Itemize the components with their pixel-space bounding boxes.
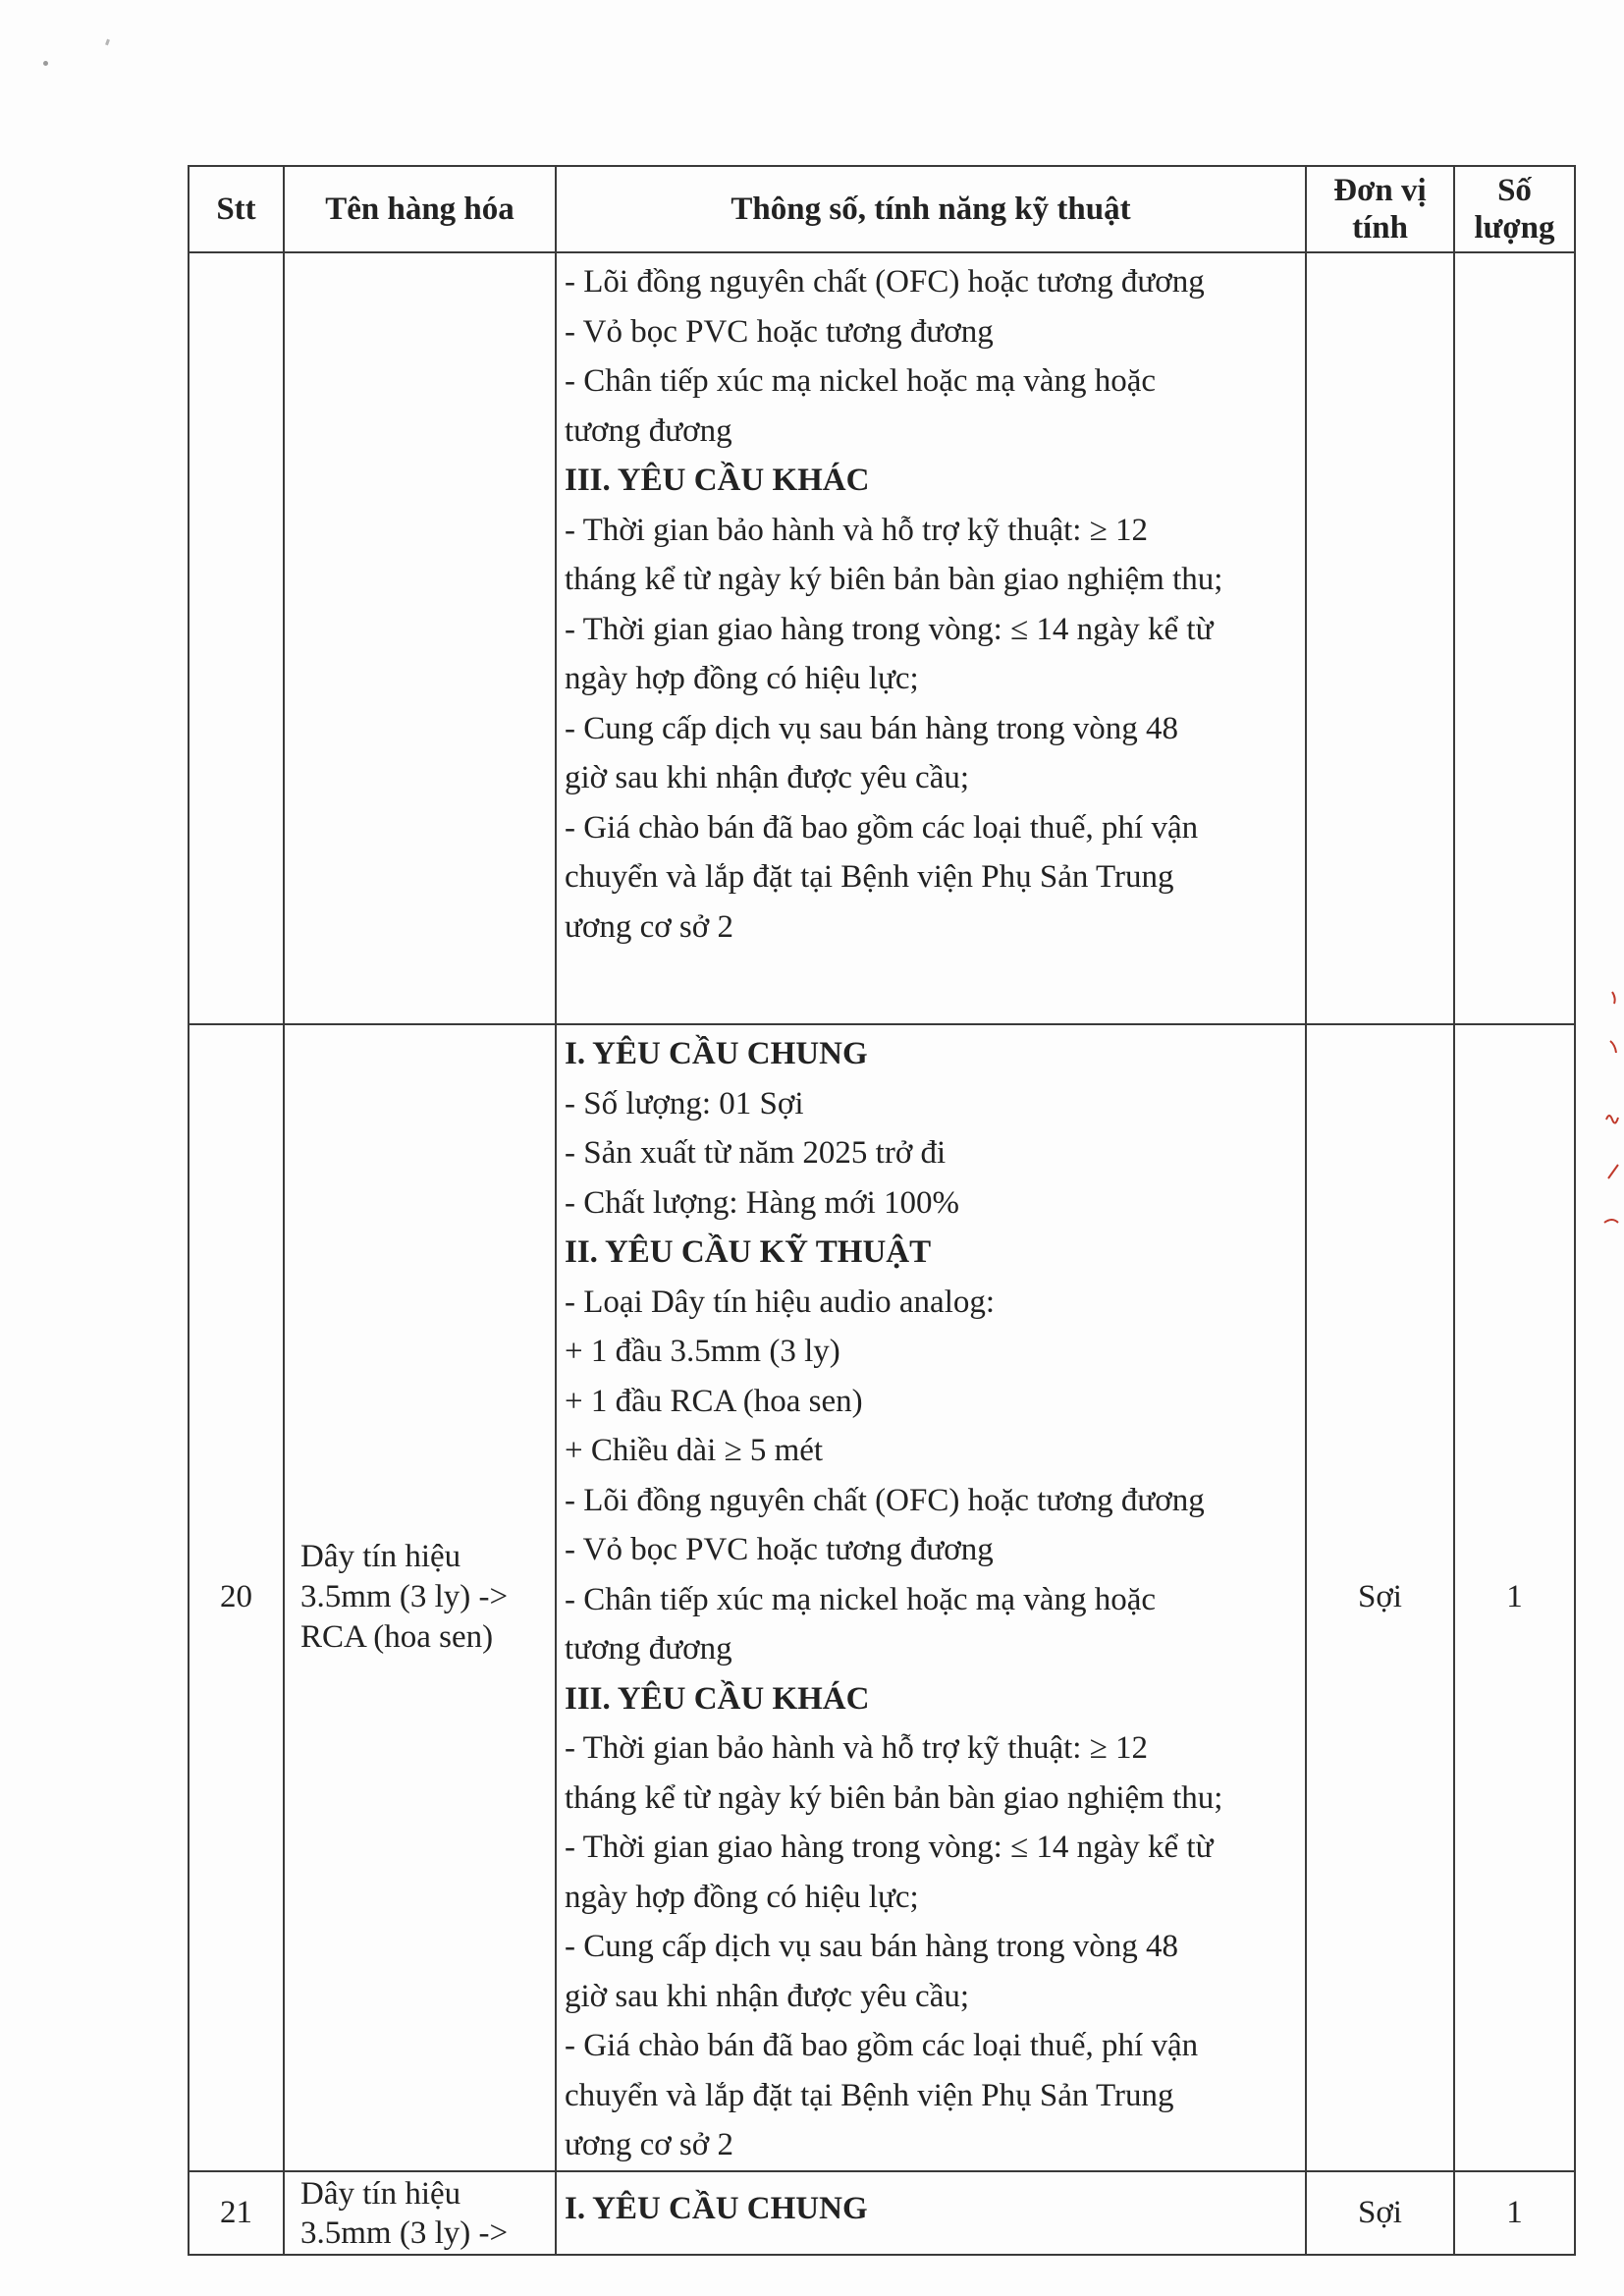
spec-line: tương đương [565, 1631, 732, 1667]
cell-spec [556, 1024, 1306, 2171]
spec-line: - Giá chào bán đã bao gồm các loại thuế, phí vận [565, 809, 1199, 846]
spec-line: - Chân tiếp xúc mạ nickel hoặc mạ vàng hoặc [565, 1581, 1157, 1617]
header-spec: Thông số, tính năng kỹ thuật [556, 166, 1306, 252]
spec-line: chuyển và lắp đặt tại Bệnh viện Phụ Sản Trung [565, 859, 1174, 895]
spec-line: tháng kể từ ngày ký biên bản bàn giao nghiệm thu; [565, 562, 1223, 597]
header-name: Tên hàng hóa [284, 166, 556, 252]
spec-line: - Số lượng: 01 Sợi [565, 1085, 804, 1121]
cell-stt: 21 [189, 2171, 284, 2255]
cell-unit [1306, 252, 1454, 1024]
header-row [189, 166, 1575, 252]
spec-line: ương cơ sở 2 [565, 908, 733, 945]
spec-line: giờ sau khi nhận được yêu cầu; [565, 1978, 970, 2014]
cell-item-name [284, 1024, 556, 2171]
spec-line: - Cung cấp dịch vụ sau bán hàng trong vòng 48 [565, 1929, 1179, 1964]
header-qty [1454, 166, 1575, 252]
red-ink-marks [1595, 982, 1624, 1257]
scan-speck [43, 61, 48, 66]
item-name-line: RCA (hoa sen) [300, 1619, 494, 1656]
item-name-line: Dây tín hiệu [300, 1539, 461, 1575]
spec-line: - Thời gian bảo hành và hỗ trợ kỹ thuật: ≥ 12 [565, 1730, 1149, 1766]
spec-line: - Vỏ bọc PVC hoặc tương đương [565, 313, 994, 350]
spec-line: - Chân tiếp xúc mạ nickel hoặc mạ vàng hoặc [565, 363, 1157, 399]
spec-line: - Vỏ bọc PVC hoặc tương đương [565, 1532, 994, 1567]
spec-line: - Giá chào bán đã bao gồm các loại thuế, phí vận [565, 2028, 1199, 2063]
cell-unit: Sợi [1306, 2171, 1454, 2255]
cell-item-name [284, 2171, 556, 2255]
cell-spec [556, 252, 1306, 1024]
header-unit [1306, 166, 1454, 252]
spec-line: + 1 đầu 3.5mm (3 ly) [565, 1334, 840, 1369]
spec-line: giờ sau khi nhận được yêu cầu; [565, 760, 970, 795]
spec-line: ương cơ sở 2 [565, 2127, 733, 2162]
item-name-line: 3.5mm (3 ly) -> [300, 2214, 509, 2251]
header-qty-line: Số [1497, 173, 1532, 208]
spec-section-heading: III. YÊU CẦU KHÁC [565, 1680, 870, 1717]
spec-line: - Sản xuất từ năm 2025 trở đi [565, 1135, 947, 1171]
cell-qty: 1 [1454, 2171, 1575, 2255]
spec-line: chuyển và lắp đặt tại Bệnh viện Phụ Sản Trung [565, 2077, 1174, 2113]
cell-qty: 1 [1454, 1024, 1575, 2171]
spec-section-heading: III. YÊU CẦU KHÁC [565, 463, 870, 498]
spec-line: - Thời gian giao hàng trong vòng: ≤ 14 ngày kể từ [565, 1830, 1214, 1865]
cell-spec [556, 2171, 1306, 2255]
table-row [189, 1024, 1575, 2171]
cell-qty [1454, 252, 1575, 1024]
header-qty-line: lượng [1474, 210, 1555, 246]
spec-line: - Thời gian giao hàng trong vòng: ≤ 14 ngày kể từ [565, 611, 1214, 647]
spec-line: + Chiều dài ≥ 5 mét [565, 1433, 824, 1468]
spec-line: - Chất lượng: Hàng mới 100% [565, 1184, 959, 1221]
spec-line: - Lõi đồng nguyên chất (OFC) hoặc tương đương [565, 1482, 1205, 1518]
spec-line: - Thời gian bảo hành và hỗ trợ kỹ thuật: ≥ 12 [565, 512, 1149, 548]
header-unit-line: tính [1352, 210, 1408, 246]
header-unit-line: Đơn vị [1333, 173, 1427, 208]
spec-table [188, 165, 1576, 2256]
spec-section-heading: I. YÊU CẦU CHUNG [565, 1036, 868, 1071]
spec-line: tháng kể từ ngày ký biên bản bàn giao nghiệm thu; [565, 1779, 1223, 1816]
spec-line: - Lõi đồng nguyên chất (OFC) hoặc tương đương [565, 264, 1205, 300]
item-name-line: 3.5mm (3 ly) -> [300, 1579, 509, 1615]
spec-line: tương đương [565, 412, 732, 449]
item-name-line: Dây tín hiệu [300, 2175, 461, 2212]
spec-section-heading: I. YÊU CẦU CHUNG [565, 2190, 868, 2226]
header-stt: Stt [189, 166, 284, 252]
table-row [189, 252, 1575, 1024]
table-row [189, 2171, 1575, 2255]
spec-line: - Loại Dây tín hiệu audio analog: [565, 1284, 996, 1320]
spec-line: ngày hợp đồng có hiệu lực; [565, 661, 919, 696]
cell-stt [189, 252, 284, 1024]
spec-section-heading: II. YÊU CẦU KỸ THUẬT [565, 1234, 932, 1270]
cell-item-name [284, 252, 556, 1024]
cell-stt: 20 [189, 1024, 284, 2171]
spec-line: + 1 đầu RCA (hoa sen) [565, 1383, 863, 1419]
spec-line: ngày hợp đồng có hiệu lực; [565, 1879, 919, 1915]
cell-unit: Sợi [1306, 1024, 1454, 2171]
spec-line: - Cung cấp dịch vụ sau bán hàng trong vòng 48 [565, 710, 1179, 746]
scan-speck [105, 39, 110, 46]
